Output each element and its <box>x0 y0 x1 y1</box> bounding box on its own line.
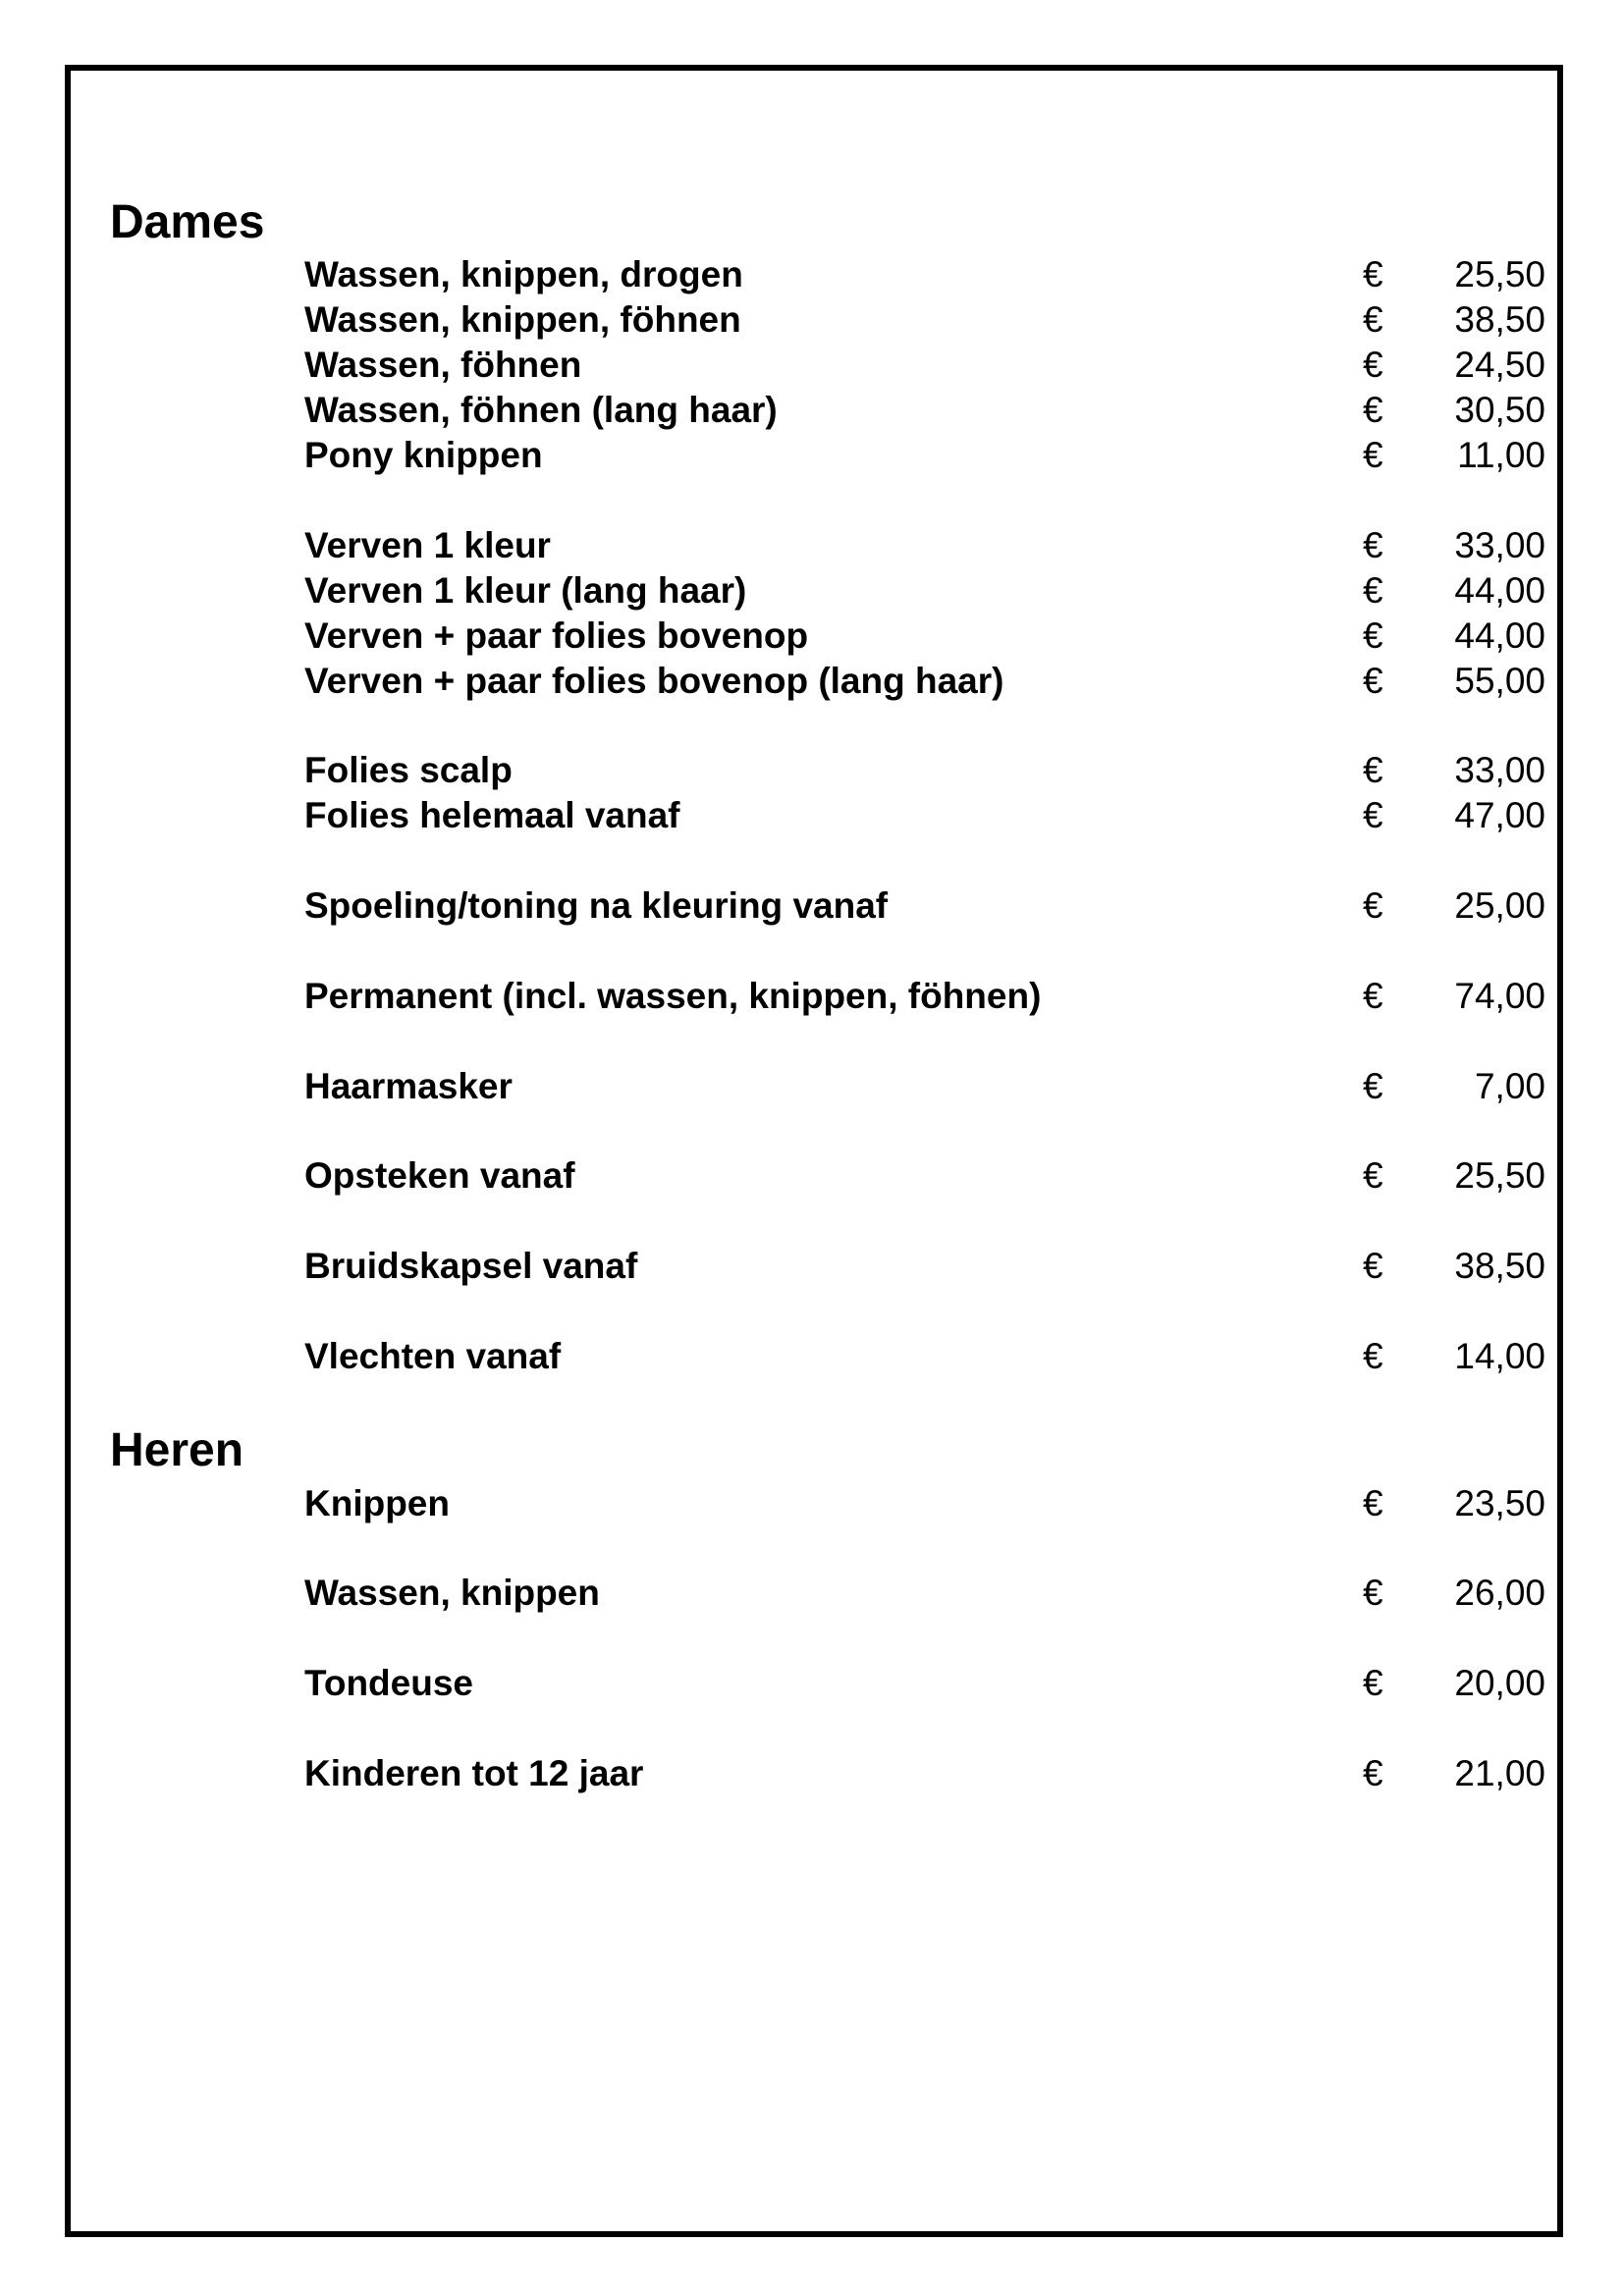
service-price: 20,00 <box>1454 1663 1545 1703</box>
service-name: Verven 1 kleur (lang haar) <box>304 570 747 611</box>
currency-symbol: € <box>1363 254 1383 294</box>
price-row <box>304 660 1545 703</box>
service-price: 38,50 <box>1454 1246 1545 1286</box>
service-price: 44,00 <box>1454 615 1545 656</box>
currency-symbol: € <box>1363 976 1383 1016</box>
currency-symbol: € <box>1363 615 1383 656</box>
price-row <box>304 1752 1545 1795</box>
price-row <box>304 298 1545 342</box>
service-name: Folies helemaal vanaf <box>304 795 680 835</box>
price-row <box>304 975 1545 1018</box>
price-row <box>304 1662 1545 1705</box>
price-row <box>304 434 1545 477</box>
currency-symbol: € <box>1363 1573 1383 1613</box>
section-title-dames: Dames <box>110 196 265 248</box>
service-price: 30,50 <box>1454 390 1545 430</box>
price-row <box>304 1572 1545 1615</box>
price-row <box>304 1335 1545 1378</box>
currency-symbol: € <box>1363 1663 1383 1703</box>
currency-symbol: € <box>1363 1155 1383 1196</box>
currency-symbol: € <box>1363 345 1383 385</box>
price-row <box>304 524 1545 567</box>
price-row <box>304 884 1545 928</box>
service-name: Wassen, knippen, föhnen <box>304 299 741 340</box>
price-row <box>304 614 1545 658</box>
currency-symbol: € <box>1363 299 1383 340</box>
service-price: 44,00 <box>1454 570 1545 611</box>
service-name: Knippen <box>304 1483 450 1523</box>
service-price: 26,00 <box>1454 1573 1545 1613</box>
price-row <box>304 749 1545 792</box>
service-name: Wassen, föhnen (lang haar) <box>304 390 778 430</box>
currency-symbol: € <box>1363 661 1383 701</box>
service-price: 38,50 <box>1454 299 1545 340</box>
service-name: Pony knippen <box>304 435 543 475</box>
service-name: Tondeuse <box>304 1663 473 1703</box>
service-price: 74,00 <box>1454 976 1545 1016</box>
price-row <box>304 1154 1545 1198</box>
service-price: 24,50 <box>1454 345 1545 385</box>
service-price: 25,00 <box>1454 885 1545 926</box>
service-price: 23,50 <box>1454 1483 1545 1523</box>
service-price: 7,00 <box>1474 1066 1545 1106</box>
service-name: Wassen, föhnen <box>304 345 582 385</box>
service-name: Vlechten vanaf <box>304 1336 562 1376</box>
service-price: 25,50 <box>1454 1155 1545 1196</box>
service-price: 14,00 <box>1454 1336 1545 1376</box>
price-row <box>304 794 1545 837</box>
service-price: 11,00 <box>1457 435 1545 475</box>
service-price: 21,00 <box>1454 1753 1545 1793</box>
price-row <box>304 344 1545 387</box>
service-price: 55,00 <box>1454 661 1545 701</box>
currency-symbol: € <box>1363 1483 1383 1523</box>
service-name: Wassen, knippen <box>304 1573 600 1613</box>
service-name: Spoeling/toning na kleuring vanaf <box>304 885 889 926</box>
currency-symbol: € <box>1363 885 1383 926</box>
currency-symbol: € <box>1363 570 1383 611</box>
price-row <box>304 569 1545 613</box>
service-name: Verven 1 kleur <box>304 525 551 565</box>
currency-symbol: € <box>1363 795 1383 835</box>
service-price: 33,00 <box>1454 525 1545 565</box>
currency-symbol: € <box>1363 1066 1383 1106</box>
service-price: 33,00 <box>1454 750 1545 790</box>
currency-symbol: € <box>1363 435 1383 475</box>
service-name: Kinderen tot 12 jaar <box>304 1753 644 1793</box>
price-row <box>304 253 1545 296</box>
currency-symbol: € <box>1363 390 1383 430</box>
price-row <box>304 1482 1545 1525</box>
price-row <box>304 389 1545 432</box>
currency-symbol: € <box>1363 1246 1383 1286</box>
service-name: Verven + paar folies bovenop <box>304 615 809 656</box>
price-row <box>304 1245 1545 1288</box>
service-name: Haarmasker <box>304 1066 513 1106</box>
service-name: Opsteken vanaf <box>304 1155 575 1196</box>
price-row <box>304 1065 1545 1108</box>
service-name: Verven + paar folies bovenop (lang haar) <box>304 661 1004 701</box>
service-name: Wassen, knippen, drogen <box>304 254 743 294</box>
section-title-heren: Heren <box>110 1424 244 1476</box>
currency-symbol: € <box>1363 1336 1383 1376</box>
service-name: Permanent (incl. wassen, knippen, föhnen) <box>304 976 1042 1016</box>
currency-symbol: € <box>1363 1753 1383 1793</box>
service-price: 47,00 <box>1454 795 1545 835</box>
service-name: Folies scalp <box>304 750 513 790</box>
currency-symbol: € <box>1363 750 1383 790</box>
service-price: 25,50 <box>1454 254 1545 294</box>
currency-symbol: € <box>1363 525 1383 565</box>
service-name: Bruidskapsel vanaf <box>304 1246 638 1286</box>
